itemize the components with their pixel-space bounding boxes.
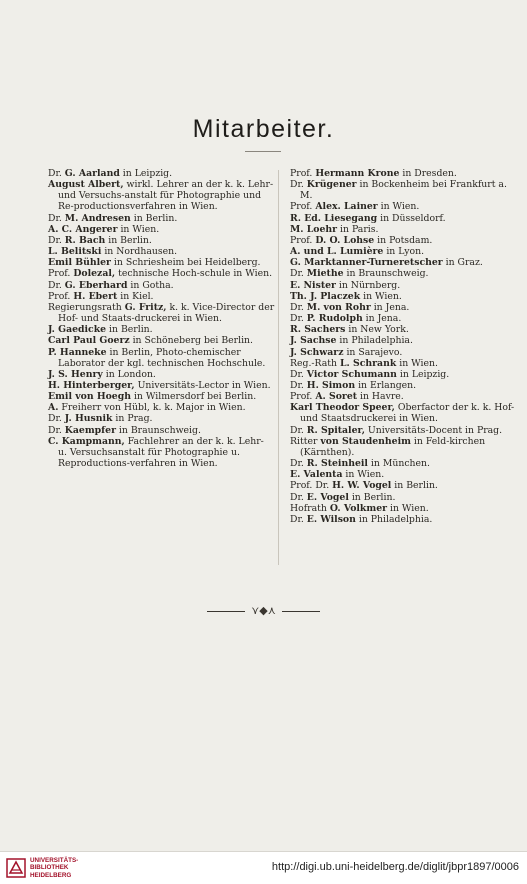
contributor-entry bbox=[48, 402, 275, 413]
contributor-entry bbox=[290, 213, 517, 224]
contributor-name: Krügener bbox=[306, 179, 357, 191]
contributor-entry bbox=[290, 358, 517, 369]
contributor-location: Oberfactor der k. k. Hof- und Staatsdruckerei in Wien. bbox=[300, 402, 515, 425]
ornament-line-right bbox=[282, 611, 320, 612]
contributor-location: in New York. bbox=[345, 324, 409, 336]
contributor-location: in Graz. bbox=[442, 257, 483, 269]
contributor-name: A. Soret bbox=[315, 391, 358, 403]
contributor-name: G. Marktanner-Turneretscher bbox=[290, 257, 443, 269]
contributor-title: Dr. bbox=[290, 424, 307, 436]
contributor-name: R. Bach bbox=[64, 234, 106, 246]
contributor-name: Th. J. Placzek bbox=[290, 290, 361, 302]
contributor-name: H. Hinterberger, bbox=[48, 379, 135, 391]
library-name-line3: HEIDELBERG bbox=[30, 871, 72, 879]
source-url[interactable]: http://digi.ub.uni-heidelberg.de/diglit/jbpr1897/0006 bbox=[271, 861, 519, 873]
contributor-entry bbox=[48, 257, 275, 268]
contributor-entry bbox=[48, 425, 275, 436]
contributor-entry bbox=[290, 369, 517, 380]
contributor-name: O. Volkmer bbox=[329, 502, 388, 514]
contributor-name: A. und L. Lumière bbox=[290, 246, 384, 258]
contributor-title: Prof. bbox=[290, 391, 316, 403]
contributor-name: H. W. Vogel bbox=[332, 480, 392, 492]
contributor-location: in Dresden. bbox=[399, 168, 457, 179]
contributor-title: Dr. bbox=[290, 379, 307, 391]
contributor-title: Dr. bbox=[290, 268, 307, 280]
contributor-entry bbox=[48, 224, 275, 235]
contributor-name: Alex. Lainer bbox=[315, 201, 378, 213]
contributor-location: Freiherr von Hübl, k. k. Major in Wien. bbox=[58, 402, 246, 414]
contributor-entry bbox=[48, 324, 275, 335]
contributor-entry bbox=[48, 436, 275, 469]
contributor-location: in Berlin. bbox=[130, 212, 178, 224]
contributor-entry bbox=[290, 347, 517, 358]
contributor-location: in Gotha. bbox=[127, 279, 174, 291]
contributor-title: Dr. bbox=[48, 234, 65, 246]
contributor-entry bbox=[290, 458, 517, 469]
contributor-title: Prof. bbox=[290, 168, 316, 179]
contributor-title: Dr. bbox=[290, 513, 307, 525]
ornament-icon: ⋎◆⋏ bbox=[251, 604, 276, 617]
contributor-location: in Leipzig. bbox=[119, 168, 173, 179]
contributor-entry bbox=[290, 280, 517, 291]
contributor-name: J. Husnik bbox=[64, 413, 113, 425]
contributor-location: in Wien. bbox=[117, 223, 160, 235]
contributor-entry bbox=[290, 302, 517, 313]
contributor-name: Miethe bbox=[306, 268, 344, 280]
contributor-location: k. k. Vice-Director der Hof- und Staats-druckerei in Wien. bbox=[58, 301, 275, 325]
contributor-location: in München. bbox=[367, 458, 430, 470]
contributor-location: in Braunschweig. bbox=[343, 268, 429, 280]
contributor-title: Dr. bbox=[48, 168, 65, 179]
contributor-location: in London. bbox=[102, 368, 156, 380]
contributor-entry bbox=[290, 492, 517, 503]
contributor-location: in Wien. bbox=[387, 502, 429, 514]
contributor-name: R. Spitaler, bbox=[306, 424, 365, 436]
contributor-title: Dr. bbox=[48, 424, 65, 436]
ornament-line-left bbox=[207, 611, 245, 612]
contributor-entry bbox=[290, 380, 517, 391]
contributor-name: E. Vogel bbox=[306, 491, 349, 503]
contributor-name: A. bbox=[48, 402, 59, 414]
contributor-location: Universitäts-Docent in Prag. bbox=[364, 424, 503, 436]
contributor-location: in Jena. bbox=[370, 301, 410, 313]
contributor-name: Emil Bühler bbox=[48, 257, 111, 269]
contributor-name: J. Sachse bbox=[290, 335, 337, 347]
contributor-name: M. von Rohr bbox=[306, 301, 371, 313]
contributor-name: Carl Paul Goerz bbox=[48, 335, 130, 347]
contributor-entry bbox=[290, 179, 517, 201]
contributor-name: Hermann Krone bbox=[315, 168, 400, 179]
contributor-title: Dr. bbox=[290, 179, 307, 191]
contributor-location: in Berlin. bbox=[391, 480, 438, 492]
contributor-name: G. Aarland bbox=[64, 168, 120, 179]
contributor-title: Prof. bbox=[290, 201, 316, 213]
contributor-name: H. Ebert bbox=[73, 290, 118, 302]
contributor-entry bbox=[48, 291, 275, 302]
contributor-location: in Schöneberg bei Berlin. bbox=[129, 335, 253, 347]
contributor-location: Universitäts-Lector in Wien. bbox=[134, 379, 271, 391]
contributor-title: Dr. bbox=[290, 458, 307, 470]
contributor-location: in Potsdam. bbox=[374, 234, 433, 246]
contributor-location: in Philadelphia. bbox=[355, 513, 433, 525]
contributor-name: L. Belitski bbox=[48, 246, 102, 258]
contributor-entry bbox=[290, 436, 517, 458]
contributor-title: Prof. bbox=[290, 234, 316, 246]
contributor-name: August Albert, bbox=[48, 179, 124, 191]
contributor-location: in Jena. bbox=[362, 313, 402, 325]
contributor-entry bbox=[290, 257, 517, 268]
column-divider bbox=[278, 170, 279, 565]
contributor-location: in Berlin. bbox=[105, 234, 152, 246]
contributor-entry bbox=[290, 391, 517, 402]
contributor-name: Karl Theodor Speer, bbox=[290, 402, 395, 414]
contributor-location: in Berlin, Photo-chemischer Laborator der kgl. technischen Hochschule. bbox=[58, 346, 266, 369]
contributor-title: Dr. bbox=[48, 413, 65, 425]
contributor-location: in Kiel. bbox=[117, 290, 154, 302]
contributor-title: Prof. Dr. bbox=[290, 480, 333, 492]
contributor-name: J. Schwarz bbox=[290, 346, 344, 358]
contributor-location: in Wien. bbox=[342, 469, 385, 481]
contributor-location: technische Hoch-schule in Wien. bbox=[115, 268, 273, 280]
contributor-entry bbox=[48, 179, 275, 212]
contributor-title: Prof. bbox=[48, 268, 74, 280]
contributors-column-right bbox=[290, 168, 517, 525]
contributor-entry bbox=[48, 413, 275, 424]
contributor-name: M. Loehr bbox=[290, 223, 338, 235]
contributor-location: in Wien. bbox=[377, 201, 420, 213]
contributor-entry bbox=[48, 380, 275, 391]
contributor-name: Kaempfer bbox=[64, 424, 116, 436]
contributor-location: in Leipzig. bbox=[396, 368, 450, 380]
contributor-entry bbox=[290, 235, 517, 246]
contributor-name: H. Simon bbox=[306, 379, 356, 391]
library-name-line2: BIBLIOTHEK bbox=[30, 864, 69, 872]
contributors-column-left bbox=[48, 168, 275, 469]
contributor-location: in Berlin. bbox=[348, 491, 396, 503]
contributor-location: in Erlangen. bbox=[355, 379, 417, 391]
contributor-title: Dr. bbox=[290, 301, 307, 313]
contributor-name: E. Wilson bbox=[306, 513, 356, 525]
contributor-title: Dr. bbox=[290, 491, 307, 503]
contributor-entry bbox=[48, 168, 275, 179]
contributor-entry bbox=[290, 335, 517, 346]
contributor-title: Dr. bbox=[48, 279, 65, 291]
contributor-name: D. O. Lohse bbox=[315, 234, 375, 246]
contributor-name: Dolezal, bbox=[73, 268, 116, 280]
contributor-location: in Schriesheim bei Heidelberg. bbox=[110, 257, 261, 269]
contributor-location: in Wien. bbox=[360, 290, 402, 302]
contributor-name: L. Schrank bbox=[340, 357, 397, 369]
contributor-entry bbox=[48, 335, 275, 346]
page-title: Mitarbeiter. bbox=[192, 115, 335, 143]
contributor-location: in Nürnberg. bbox=[335, 279, 401, 291]
contributor-title: Dr. bbox=[290, 313, 307, 325]
contributor-location: in Prag. bbox=[112, 413, 153, 425]
contributor-title: Hofrath bbox=[290, 502, 330, 514]
contributor-title: Dr. bbox=[48, 212, 65, 224]
contributor-name: R. Steinheil bbox=[306, 458, 368, 470]
contributor-location: in Bockenheim bei Frankfurt a. M. bbox=[300, 179, 507, 202]
contributor-entry bbox=[290, 268, 517, 279]
contributor-location: Fachlehrer an der k. k. Lehr- u. Versuchsanstalt für Photographie u. Reproductions-verfahren in Wien. bbox=[58, 435, 264, 470]
contributor-entry bbox=[48, 302, 275, 324]
contributor-entry bbox=[48, 246, 275, 257]
contributor-entry bbox=[48, 347, 275, 369]
contributor-location: in Sarajevo. bbox=[343, 346, 403, 358]
contributor-location: in Nordhausen. bbox=[101, 246, 178, 258]
contributor-location: in Braunschweig. bbox=[115, 424, 201, 436]
contributor-name: E. Valenta bbox=[290, 469, 343, 481]
contributor-name: A. C. Angerer bbox=[48, 223, 118, 235]
contributor-location: in Lyon. bbox=[383, 246, 425, 258]
contributor-location: in Berlin. bbox=[106, 324, 153, 336]
contributor-entry bbox=[48, 268, 275, 279]
contributor-name: P. Rudolph bbox=[306, 313, 363, 325]
contributor-entry bbox=[290, 246, 517, 257]
contributor-title: Ritter bbox=[290, 435, 321, 447]
contributor-name: G. Eberhard bbox=[64, 279, 128, 291]
contributor-name: Emil von Hoegh bbox=[48, 391, 131, 403]
contributor-entry bbox=[290, 324, 517, 335]
contributor-entry bbox=[48, 213, 275, 224]
library-logo-icon[interactable] bbox=[6, 858, 26, 878]
contributor-entry bbox=[290, 224, 517, 235]
contributor-entry bbox=[48, 235, 275, 246]
contributor-location: in Feld-kirchen (Kärnthen). bbox=[300, 435, 486, 458]
contributor-entry bbox=[290, 313, 517, 324]
contributor-entry bbox=[290, 514, 517, 525]
contributor-title: Reg.-Rath bbox=[290, 357, 340, 369]
contributor-title: Regierungsrath bbox=[48, 301, 125, 313]
contributor-entry bbox=[290, 291, 517, 302]
contributor-location: in Havre. bbox=[357, 391, 404, 403]
contributor-name: Victor Schumann bbox=[306, 368, 397, 380]
contributor-entry bbox=[290, 425, 517, 436]
contributor-title: Prof. bbox=[48, 290, 74, 302]
contributor-entry bbox=[48, 391, 275, 402]
contributor-name: P. Hanneke bbox=[48, 346, 107, 358]
contributor-name: von Staudenheim bbox=[320, 435, 411, 447]
contributor-name: R. Sachers bbox=[290, 324, 346, 336]
contributor-location: in Wilmersdorf bei Berlin. bbox=[130, 391, 257, 403]
contributor-entry bbox=[48, 280, 275, 291]
contributor-location: wirkl. Lehrer an der k. k. Lehr- und Versuchs-anstalt für Photographie und Re-productionsverfahren in Wien. bbox=[58, 179, 274, 213]
library-name-line1: UNIVERSITÄTS- bbox=[30, 857, 79, 864]
ornament-divider bbox=[0, 605, 527, 617]
contributor-name: R. Ed. Liesegang bbox=[290, 212, 378, 224]
contributor-name: G. Fritz, bbox=[124, 301, 167, 313]
contributor-name: E. Nister bbox=[290, 279, 336, 291]
contributor-title: Dr. bbox=[290, 368, 307, 380]
contributor-entry bbox=[290, 168, 517, 179]
contributor-location: in Düsseldorf. bbox=[377, 212, 446, 224]
contributor-name: J. S. Henry bbox=[48, 368, 103, 380]
contributor-entry bbox=[290, 503, 517, 514]
contributor-name: J. Gaedicke bbox=[48, 324, 107, 336]
contributor-name: C. Kampmann, bbox=[48, 435, 125, 447]
contributor-location: in Wien. bbox=[396, 357, 438, 369]
contributor-location: in Paris. bbox=[337, 223, 379, 235]
contributor-entry bbox=[290, 480, 517, 491]
footer-bar bbox=[0, 851, 527, 884]
library-name[interactable] bbox=[30, 857, 78, 879]
contributor-entry bbox=[48, 369, 275, 380]
title-rule bbox=[245, 151, 281, 152]
contributor-location: in Philadelphia. bbox=[336, 335, 413, 347]
contributor-entry bbox=[290, 201, 517, 212]
contributor-name: M. Andresen bbox=[64, 212, 131, 224]
contributor-entry bbox=[290, 469, 517, 480]
contributor-entry bbox=[290, 402, 517, 424]
